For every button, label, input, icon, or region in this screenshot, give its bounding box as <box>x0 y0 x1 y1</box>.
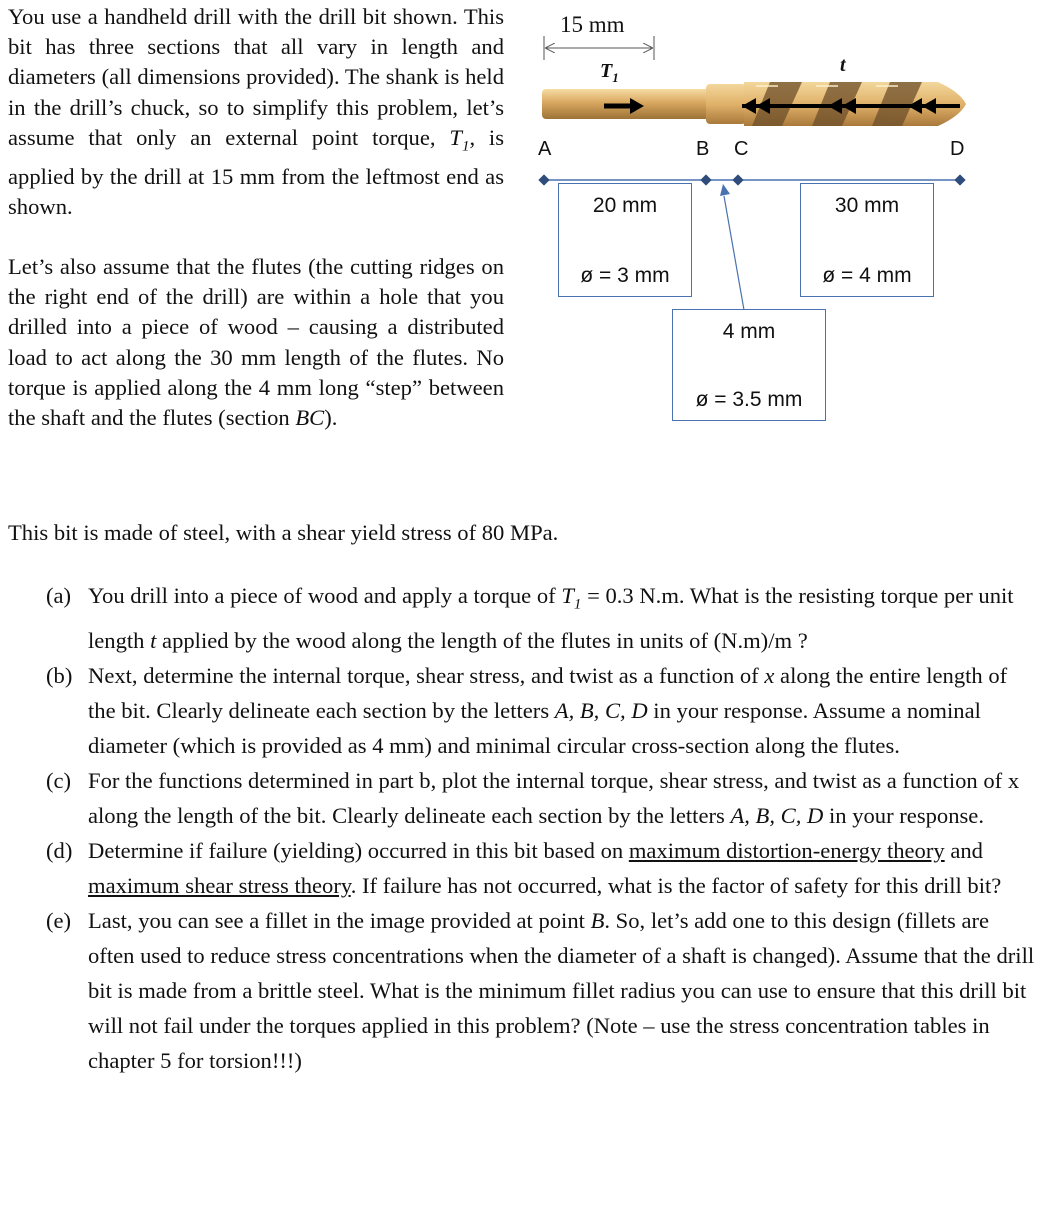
part-label: (c) <box>46 767 72 793</box>
distributed-torque-label: t <box>840 54 846 76</box>
step-pointer-line <box>724 196 744 310</box>
problem-intro <box>8 2 504 433</box>
question-part-a <box>8 578 1040 658</box>
question-part-c <box>8 763 1040 833</box>
step-length: 4 mm <box>722 320 776 343</box>
intro-paragraph-1: You use a handheld drill with the drill bit shown. This bit has three sections that all vary in length and diameters (all dimensions provided). The shank is held in the drill’s chuck, so to simplify this problem, let’s assume that only an external point torque, $T_1$, is applied by the drill at 15 mm from the leftmost end as shown. <box>8 4 504 219</box>
question-part-d <box>8 833 1040 903</box>
step <box>706 84 746 124</box>
part-text: Last, you can see a fillet in the image provided at point B. So, let’s add one to this design (fillets are often used to reduce stress concentrations when the diameter of a shaft is changed). Assume that the drill bit is made from a brittle steel. What is the minimum fillet radius you can use to ensure that this drill bit will not fail under the torques applied in this problem? (Note – use the stress concentration tables in chapter 5 for torsion!!!) <box>88 907 1035 1073</box>
shank-dimension-box <box>558 183 692 297</box>
question-part-e <box>8 903 1040 1078</box>
part-label: (e) <box>46 907 72 933</box>
flutes-diameter: ø = 4 mm <box>822 264 912 287</box>
step-diameter: ø = 3.5 mm <box>695 388 803 411</box>
drill-bit-figure <box>520 0 1048 440</box>
part-label: (d) <box>46 837 73 863</box>
intro-paragraph-2: Let’s also assume that the flutes (the cutting ridges on the right end of the drill) are within a hole that you drilled into a piece of wood – causing a distributed load to act along the 30 mm length of the flutes. No torque is applied along the 4 mm long “step” between the shaft and the flutes (section BC). <box>8 253 504 430</box>
part-text: Determine if failure (yielding) occurred in this bit based on maximum distortion-energy theory and maximum shear stress theory. If failure has not occurred, what is the factor of safety for this drill bit? <box>88 837 1002 898</box>
part-label: (b) <box>46 662 73 688</box>
step-dimension-box <box>672 309 826 421</box>
dimension-label: 15 mm <box>560 12 625 37</box>
step-pointer-head <box>720 184 730 196</box>
point-b-label: B <box>696 138 710 160</box>
material-statement: This bit is made of steel, with a shear yield stress of 80 MPa. <box>8 520 559 545</box>
question-list <box>8 578 1040 1078</box>
flutes-dimension-box <box>800 183 934 297</box>
shank-diameter: ø = 3 mm <box>580 264 670 287</box>
part-text: Next, determine the internal torque, shear stress, and twist as a function of x along the entire length of the bit. Clearly delineate each section by the letters A, B, C, D in your response. Assume a nominal diameter (which is provided as 4 mm) and minimal circular cross-section along the flutes. <box>88 662 1008 758</box>
point-c-label: C <box>734 138 749 160</box>
point-d-label: D <box>950 138 965 160</box>
question-part-b <box>8 658 1040 763</box>
flutes-length: 30 mm <box>834 194 900 217</box>
shank-length: 20 mm <box>592 194 658 217</box>
part-text: You drill into a piece of wood and apply a torque of $T_1 = 0.3$ N.m. What is the resisting torque per unit length t applied by the wood along the length of the flutes in units of (N.m)/m ? <box>88 583 1014 653</box>
part-label: (a) <box>46 583 72 608</box>
part-text: For the functions determined in part b, plot the internal torque, shear stress, and twist as a function of x along the length of the bit. Clearly delineate each section by the letters A, B, C, D in your response. <box>88 767 1020 828</box>
torque-t1-label: $T_1$ <box>600 60 619 85</box>
point-a-label: A <box>538 138 552 160</box>
